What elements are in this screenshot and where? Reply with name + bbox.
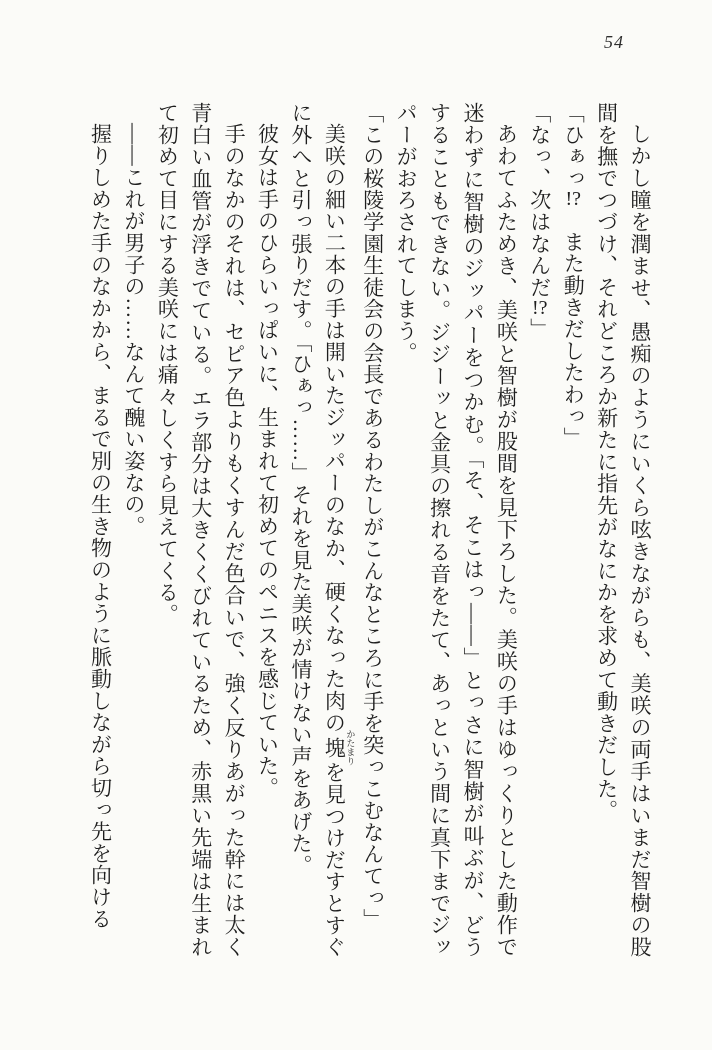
paragraph-2: 「ひぁっ!? また動きだしたわっ」 xyxy=(561,102,586,449)
paragraph-6: 美咲の細い二本の手は開いたジッパーのなか、硬くなった肉の塊 かたまりを見つけだすとすぐに外へと引っ張りだす。「ひぁっ……」それを見た美咲が情けない声をあげた。 xyxy=(288,102,356,958)
paragraph-10: 握りしめた手のなかから、まるで別の生き物のように脈動しながら切っ先を向ける xyxy=(88,123,113,930)
page-number: 54 xyxy=(604,32,624,52)
paragraph-5: 「この桜陵学園生徒会の会長であるわたしがこんなところに手を突っこむなんてっ」 xyxy=(360,102,385,931)
paragraph-7: 彼女は手のひらいっぱいに、生まれて初めてのペニスを感じていた。 xyxy=(255,123,280,799)
paragraph-3: 「なっ、次はなんだ!?」 xyxy=(527,102,552,340)
tate-chu-yoko: !? xyxy=(565,189,581,210)
paragraph-4: あわてふためき、美咲と智樹が股間を見下ろした。美咲の手はゆっくりとした動作で迷わずに智樹のジッパーをつかむ。「そ、そこはっ——」とっさに智樹が叫ぶが、どうすることもできない。ジジーッと金具の擦れる音をたて、あっという間に真下までジッパーがおろされてしまう。 xyxy=(394,102,519,958)
tate-chu-yoko: !? xyxy=(532,298,548,319)
paragraph-1: しかし瞳を潤ませ、愚痴のようにいくら呟きながらも、美咲の両手はいまだ智樹の股間を撫でつづけ、それどころか新たに指先がなにかを求めて動きだした。 xyxy=(594,102,652,958)
paragraph-9: ——これが男子の……なんて醜い姿なの。 xyxy=(121,123,146,538)
body-text xyxy=(83,102,656,958)
ruby-annotated-word: 塊 かたまり xyxy=(322,729,356,766)
paragraph-8: 手のなかのそれは、セピア色よりもくすんだ色合いで、強く反りあがった幹には太く青白い血管が浮きでている。エラ部分は大きくくびれているため、赤黒い先端は生まれて初めて目にする美咲には痛々しくすら見えてくる。 xyxy=(155,102,247,958)
